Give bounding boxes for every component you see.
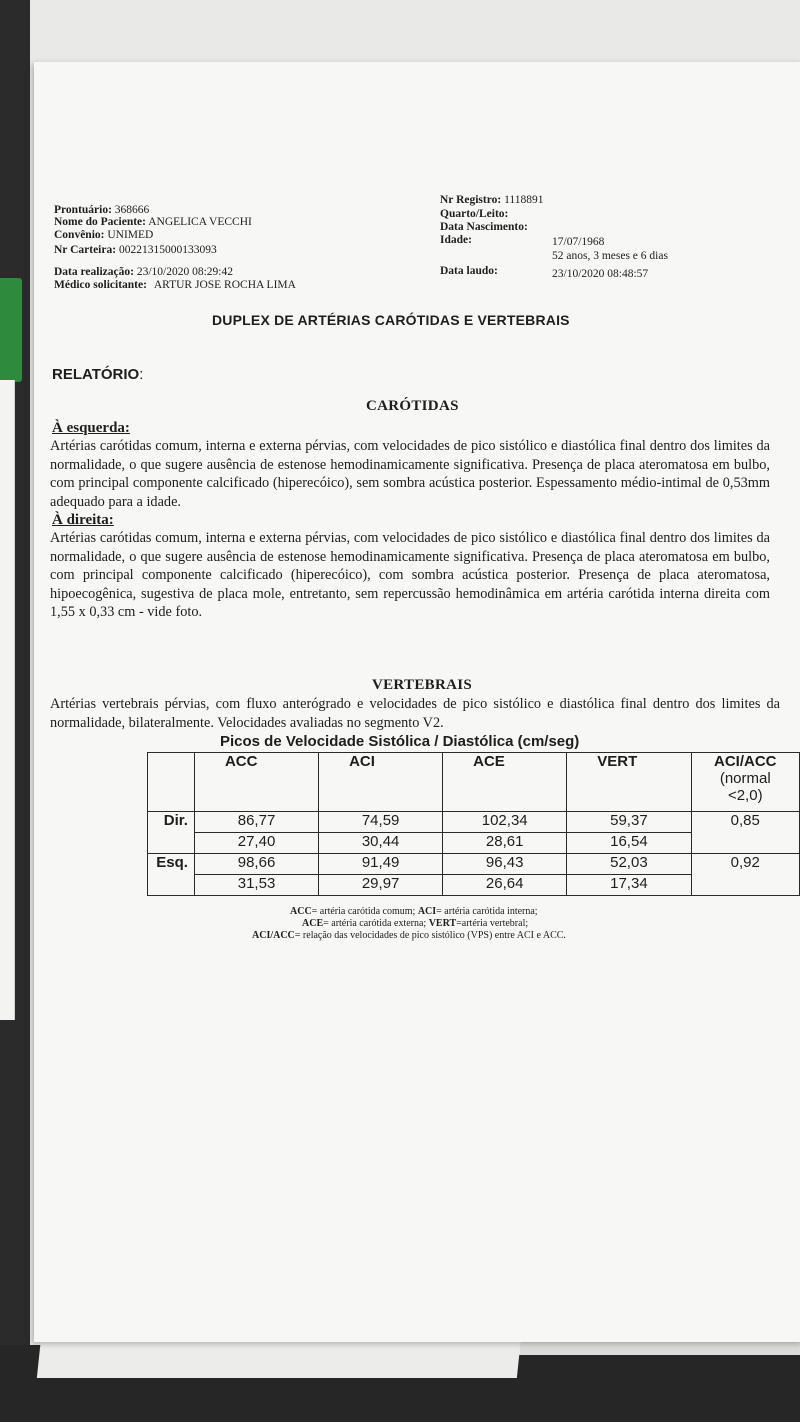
- left-side-text: Artérias carótidas comum, interna e externa pérvias, com velocidades de pico sistólico e diastólica final dentro dos limites da normalidade, o que sugere ausência de estenose hemodinamicamente significativa. Presença de placa ateromatosa em bulbo, com principal componente calcificado (hiperecóico), sem sombra acústica posterior. Espessamento médio-intimal de 0,53mm adequado para a idade.: [50, 438, 770, 510]
- relatorio-label: RELATÓRIO: [52, 366, 140, 383]
- ratio-esq: 0,92: [691, 854, 799, 896]
- convenio-label: Convênio:: [54, 229, 105, 241]
- velocity-table: [147, 752, 800, 896]
- idade-line: [440, 234, 472, 246]
- legend-ace-def: = artéria carótida externa;: [323, 918, 429, 929]
- table-cell: 96,43: [443, 854, 567, 875]
- table-cell: 16,54: [567, 833, 691, 854]
- left-side-heading: À esquerda:: [52, 420, 130, 436]
- carteira-value: 00221315000133093: [118, 244, 217, 256]
- document-title: DUPLEX DE ARTÉRIAS CARÓTIDAS E VERTEBRAIS: [212, 312, 570, 328]
- prontuario-value: 368666: [114, 204, 150, 216]
- legend-acc-def: = artéria carótida comum;: [311, 906, 418, 917]
- legend-line-3: [252, 930, 566, 941]
- medico-label: Médico solicitante:: [54, 279, 147, 291]
- ratio-note-1: (normal: [719, 770, 771, 787]
- table-title: Picos de Velocidade Sistólica / Diastólica (cm/seg): [220, 733, 580, 750]
- table-row: [148, 854, 800, 875]
- legend-vert-def: =artéria vertebral;: [456, 918, 529, 929]
- realizacao-label: Data realização:: [54, 266, 134, 278]
- table-cell: 86,77: [194, 812, 318, 833]
- table-cell: 52,03: [567, 854, 691, 875]
- right-side-text: Artérias carótidas comum, interna e externa pérvias, com velocidades de pico sistólico e diastólica final dentro dos limites da normalidade, o que sugere ausência de estenose hemodinamicamente significativa. Presença de placa ateromatosa em bulbo, com principal componente calcificado (hiperecóico), com sombra acústica posterior. Presença de placa ateromatosa, hipoecogênica, sugestiva de placa mole, entretanto, sem repercussão hemodinâmica em artéria carótida interna direita com 1,55 x 0,33 cm - vide foto.: [50, 530, 770, 621]
- col-vert: VERT: [567, 753, 691, 812]
- ratio-note-2: <2,0): [727, 787, 763, 804]
- nascimento-value: 17/07/1968: [552, 236, 605, 248]
- registro-line: [440, 194, 544, 206]
- laudo-line: [440, 265, 498, 277]
- realizacao-value: 23/10/2020 08:29:42: [136, 266, 233, 278]
- table-cell: 27,40: [194, 833, 318, 854]
- table-cell: 59,37: [567, 812, 691, 833]
- relatorio-heading: [52, 366, 143, 383]
- convenio-line: [54, 229, 153, 241]
- carteira-label: Nr Carteira:: [54, 244, 117, 256]
- legend-ace-abbr: ACE: [302, 918, 324, 929]
- legend-ratio-def: = relação das velocidades de pico sistólico (VPS) entre ACI e ACC.: [294, 930, 566, 941]
- legend-acc-abbr: ACC: [290, 906, 312, 917]
- legend-ratio-abbr: ACI/ACC: [252, 930, 295, 941]
- table-cell: 91,49: [319, 854, 443, 875]
- paciente-label: Nome do Paciente:: [54, 216, 146, 228]
- col-acc: ACC: [194, 753, 318, 812]
- right-side-heading: À direita:: [52, 512, 114, 528]
- registro-label: Nr Registro:: [440, 194, 502, 206]
- ratio-dir: 0,85: [691, 812, 799, 854]
- legend-vert-abbr: VERT: [428, 918, 457, 929]
- carteira-line: [54, 244, 217, 256]
- table-cell: 29,97: [319, 875, 443, 896]
- registro-value: 1118891: [504, 194, 544, 206]
- convenio-value: UNIMED: [107, 229, 154, 241]
- ratio-header-label: ACI/ACC: [714, 753, 777, 770]
- paper-edge: [0, 380, 15, 1020]
- vertebrais-title: VERTEBRAIS: [372, 677, 473, 693]
- table-cell: 30,44: [319, 833, 443, 854]
- realizacao-line: [54, 266, 233, 278]
- col-ace: ACE: [443, 753, 567, 812]
- legend-aci-def: = artéria carótida interna;: [436, 906, 538, 917]
- prontuario-line: [54, 204, 149, 216]
- medico-value: ARTUR JOSE ROCHA LIMA: [153, 279, 296, 291]
- paciente-line: [54, 216, 252, 228]
- prontuario-label: Prontuário:: [54, 204, 112, 216]
- table-cell: 102,34: [443, 812, 567, 833]
- quarto-label: Quarto/Leito:: [440, 208, 509, 220]
- medico-line: [54, 279, 296, 291]
- relatorio-colon: :: [139, 366, 144, 383]
- idade-value: 52 anos, 3 meses e 6 dias: [552, 250, 668, 262]
- table-cell: 28,61: [443, 833, 567, 854]
- green-folder-tab: [0, 278, 22, 382]
- laudo-label: Data laudo:: [440, 265, 498, 277]
- laudo-value: 23/10/2020 08:48:57: [552, 268, 649, 280]
- col-ratio: [691, 753, 799, 812]
- table-header-row: [148, 753, 800, 812]
- table-cell: 31,53: [194, 875, 318, 896]
- legend-line-2: [302, 918, 528, 929]
- paciente-value: ANGELICA VECCHI: [148, 216, 252, 228]
- row-side-dir: Dir.: [148, 812, 195, 854]
- col-aci: ACI: [319, 753, 443, 812]
- table-corner: [148, 753, 195, 812]
- legend-aci-abbr: ACI: [417, 906, 437, 917]
- nascimento-label: Data Nascimento:: [440, 221, 528, 233]
- table-cell: 98,66: [194, 854, 318, 875]
- legend-line-1: [290, 906, 538, 917]
- table-cell: 74,59: [319, 812, 443, 833]
- vertebrais-text: Artérias vertebrais pérvias, com fluxo anterógrado e velocidades de pico sistólico e diastólica final dentro dos limites da normalidade, bilateralmente. Velocidades avaliadas no segmento V2.: [50, 696, 780, 731]
- table-row: [148, 812, 800, 833]
- carotidas-title: CARÓTIDAS: [366, 398, 459, 414]
- table-cell: 26,64: [443, 875, 567, 896]
- row-side-esq: Esq.: [148, 854, 195, 896]
- idade-label: Idade:: [440, 234, 472, 246]
- table-cell: 17,34: [567, 875, 691, 896]
- quarto-line: [440, 208, 508, 220]
- nascimento-line: [440, 221, 528, 233]
